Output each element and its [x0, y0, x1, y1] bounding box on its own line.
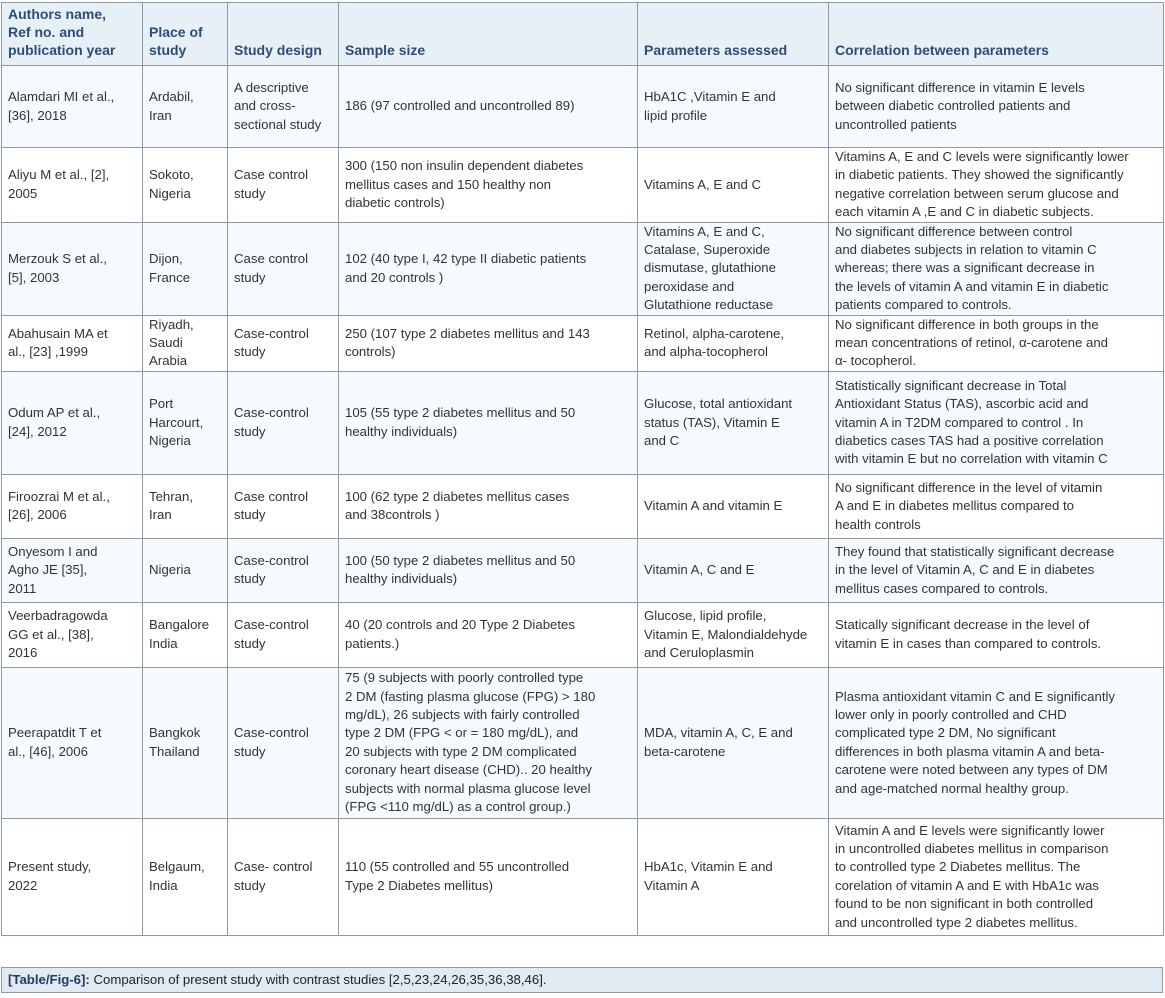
cell-author	[2, 371, 143, 474]
cell-sample-line: mg/dL), 26 subjects with fairly controlled	[345, 707, 580, 723]
cell-design-line: study	[234, 507, 266, 523]
cell-author	[2, 315, 143, 371]
cell-author-line: Present study,	[8, 859, 92, 875]
cell-params	[638, 222, 829, 315]
cell-place-line: Sokoto,	[149, 167, 194, 183]
cell-place	[143, 538, 228, 602]
cell-place-line: India	[149, 635, 178, 651]
cell-author-line: Peerapatdit T et	[8, 725, 102, 741]
cell-place	[143, 222, 228, 315]
cell-sample-line: 105 (55 type 2 diabetes mellitus and 50	[345, 405, 576, 421]
cell-params	[638, 602, 829, 667]
cell-author	[2, 474, 143, 538]
cell-corr	[829, 474, 1164, 538]
cell-place	[143, 148, 228, 223]
cell-sample	[339, 315, 638, 371]
cell-params-line: Glucose, lipid profile,	[644, 608, 767, 624]
cell-corr	[829, 66, 1164, 148]
cell-design	[228, 602, 339, 667]
cell-corr-line: and age-matched normal healthy group.	[835, 780, 1069, 796]
cell-corr-line: They found that statistically significant decrease	[835, 543, 1115, 559]
cell-author	[2, 538, 143, 602]
cell-place-line: Nigeria	[149, 562, 191, 578]
cell-place-line: Nigeria	[149, 433, 191, 449]
cell-corr	[829, 148, 1164, 223]
cell-corr-line: Plasma antioxidant vitamin C and E significantly	[835, 688, 1116, 704]
cell-sample-line: 110 (55 controlled and 55 uncontrolled	[345, 859, 570, 875]
cell-sample-line: 300 (150 non insulin dependent diabetes	[345, 158, 584, 174]
cell-author-line: Veerbadragowda	[8, 608, 108, 624]
cell-params-line: Catalase, Superoxide	[644, 242, 771, 258]
cell-corr-line: complicated type 2 DM, No significant	[835, 725, 1056, 741]
cell-author-line: 2022	[8, 877, 38, 893]
cell-params-line: Vitamins A, E and C	[644, 176, 762, 192]
cell-design-line: sectional study	[234, 116, 322, 132]
cell-corr-line: No significant difference in the level of vitamin	[835, 479, 1103, 495]
table-row	[2, 315, 1164, 371]
cell-design	[228, 66, 339, 148]
cell-design-line: Case control	[234, 251, 309, 267]
cell-author-line: 2016	[8, 645, 38, 661]
cell-sample-line: 250 (107 type 2 diabetes mellitus and 143	[345, 325, 590, 341]
cell-params	[638, 148, 829, 223]
header-authors-line: Authors name,	[8, 6, 107, 22]
cell-sample	[339, 667, 638, 818]
cell-place	[143, 315, 228, 371]
cell-sample-line: 100 (62 type 2 diabetes mellitus cases	[345, 488, 570, 504]
cell-design-line: study	[234, 743, 266, 759]
cell-params-line: and Ceruloplasmin	[644, 645, 754, 661]
cell-design-line: Case-control	[234, 405, 309, 421]
cell-params-line: peroxidase and	[644, 278, 735, 294]
cell-author-line: al., [23] ,1999	[8, 344, 88, 360]
cell-corr-line: Statistically significant decrease in Total	[835, 377, 1067, 393]
header-design-line: Study design	[234, 42, 322, 58]
cell-author	[2, 148, 143, 223]
cell-design-line: Case-control	[234, 617, 309, 633]
cell-design	[228, 222, 339, 315]
header-sample-line: Sample size	[345, 42, 426, 58]
cell-sample-line: and 38controls )	[345, 507, 440, 523]
cell-sample	[339, 222, 638, 315]
cell-author	[2, 66, 143, 148]
header-place-line: Place of	[149, 24, 203, 40]
cell-corr-line: health controls	[835, 516, 921, 532]
cell-design	[228, 315, 339, 371]
cell-place-line: Belgaum,	[149, 859, 205, 875]
cell-corr-line: negative correlation between serum glucose and	[835, 185, 1119, 201]
cell-place-line: Tehran,	[149, 488, 193, 504]
table-row	[2, 66, 1164, 148]
cell-params	[638, 66, 829, 148]
cell-author-line: GG et al., [38],	[8, 626, 94, 642]
cell-sample-line: patients.)	[345, 635, 400, 651]
table-row	[2, 818, 1164, 935]
cell-sample-line: controls)	[345, 344, 396, 360]
cell-corr-line: each vitamin A ,E and C in diabetic subjects.	[835, 204, 1094, 220]
header-authors-line: publication year	[8, 42, 116, 58]
cell-author-line: Abahusain MA et	[8, 325, 108, 341]
cell-author	[2, 222, 143, 315]
cell-author-line: [24], 2012	[8, 423, 67, 439]
cell-place-line: Ardabil,	[149, 89, 194, 105]
cell-place-line: Bangalore	[149, 617, 210, 633]
cell-params-line: MDA, vitamin A, C, E and	[644, 725, 793, 741]
header-params-line: Parameters assessed	[644, 42, 788, 58]
cell-place-line: Saudi	[149, 335, 183, 351]
cell-params-line: Vitamin A	[644, 877, 700, 893]
cell-sample-line: 186 (97 controlled and uncontrolled 89)	[345, 98, 575, 114]
cell-place-line: Bangkok	[149, 725, 201, 741]
table-header-row	[2, 3, 1164, 66]
cell-sample-line: mellitus cases and 150 healthy non	[345, 176, 552, 192]
cell-corr-line: patients compared to controls.	[835, 297, 1012, 313]
cell-corr-line: found to be non significant in both controlled	[835, 896, 1094, 912]
cell-corr-line: differences in both plasma vitamin A and beta-	[835, 743, 1105, 759]
cell-sample-line: type 2 DM (FPG < or = 180 mg/dL), and	[345, 725, 579, 741]
cell-place-line: Port	[149, 396, 174, 412]
cell-corr-line: Statically significant decrease in the level of	[835, 617, 1090, 633]
cell-params-line: beta-carotene	[644, 743, 726, 759]
cell-design-line: study	[234, 635, 266, 651]
cell-sample-line: 75 (9 subjects with poorly controlled type	[345, 670, 584, 686]
cell-params	[638, 474, 829, 538]
cell-corr	[829, 667, 1164, 818]
cell-corr-line: diabetics cases TAS had a positive correlation	[835, 433, 1104, 449]
table-row	[2, 538, 1164, 602]
header-place	[143, 3, 228, 66]
cell-params-line: dismutase, glutathione	[644, 260, 776, 276]
cell-corr-line: vitamin E in cases than compared to controls.	[835, 635, 1102, 651]
cell-params-line: and alpha-tocopherol	[644, 344, 768, 360]
table-caption	[1, 967, 1163, 993]
cell-author-line: Alamdari MI et al.,	[8, 89, 115, 105]
cell-corr-line: the levels of vitamin A and vitamin E in diabetic	[835, 278, 1109, 294]
cell-author	[2, 602, 143, 667]
cell-corr-line: to controlled type 2 Diabetes mellitus. The	[835, 859, 1081, 875]
cell-place-line: Thailand	[149, 743, 200, 759]
cell-sample-line: 20 subjects with type 2 DM complicated	[345, 743, 577, 759]
cell-params-line: lipid profile	[644, 107, 708, 123]
cell-sample-line: subjects with normal plasma glucose level	[345, 780, 591, 796]
cell-corr-line: vitamin A in T2DM compared to control . In	[835, 414, 1084, 430]
cell-corr-line: A and E in diabetes mellitus compared to	[835, 498, 1074, 514]
cell-sample-line: diabetic controls)	[345, 195, 445, 211]
cell-design	[228, 818, 339, 935]
cell-sample-line: and 20 controls )	[345, 269, 444, 285]
cell-place-line: Iran	[149, 107, 172, 123]
cell-corr-line: No significant difference in both groups in the	[835, 316, 1099, 332]
cell-params-line: and C	[644, 433, 680, 449]
cell-params	[638, 667, 829, 818]
cell-params	[638, 818, 829, 935]
cell-author-line: 2005	[8, 185, 38, 201]
cell-sample-line: healthy individuals)	[345, 423, 458, 439]
cell-sample	[339, 66, 638, 148]
cell-place	[143, 66, 228, 148]
cell-corr-line: whereas; there was a significant decrease in	[835, 260, 1095, 276]
cell-place-line: Nigeria	[149, 185, 191, 201]
table-row	[2, 602, 1164, 667]
cell-corr	[829, 538, 1164, 602]
cell-design-line: study	[234, 269, 266, 285]
cell-params	[638, 315, 829, 371]
cell-corr-line: lower only in poorly controlled and CHD	[835, 707, 1067, 723]
cell-corr-line: in uncontrolled diabetes mellitus in comparison	[835, 841, 1109, 857]
caption-label: [Table/Fig-6]:	[8, 972, 90, 987]
cell-corr	[829, 371, 1164, 474]
cell-corr-line: in the level of Vitamin A, C and E in diabetes	[835, 562, 1095, 578]
cell-corr-line: and diabetes subjects in relation to vitamin C	[835, 242, 1097, 258]
cell-corr-line: mean concentrations of retinol, α-carotene and	[835, 335, 1108, 351]
cell-place-line: Iran	[149, 507, 172, 523]
cell-place	[143, 474, 228, 538]
cell-sample-line: 100 (50 type 2 diabetes mellitus and 50	[345, 552, 576, 568]
cell-corr	[829, 315, 1164, 371]
cell-author	[2, 667, 143, 818]
cell-corr-line: corelation of vitamin A and E with HbA1c was	[835, 877, 1099, 893]
cell-author-line: [5], 2003	[8, 269, 60, 285]
cell-params-line: HbA1c, Vitamin E and	[644, 859, 773, 875]
cell-corr-line: carotene were noted between any types of DM	[835, 762, 1108, 778]
cell-params-line: Glutathione reductase	[644, 297, 774, 313]
cell-author-line: Onyesom I and	[8, 543, 98, 559]
cell-corr-line: α- tocopherol.	[835, 353, 916, 369]
cell-sample	[339, 474, 638, 538]
cell-design	[228, 667, 339, 818]
cell-place-line: India	[149, 877, 178, 893]
cell-design	[228, 371, 339, 474]
cell-corr-line: Antioxidant Status (TAS), ascorbic acid and	[835, 396, 1089, 412]
cell-design-line: Case-control	[234, 552, 309, 568]
cell-corr-line: Vitamins A, E and C levels were significantly lower	[835, 149, 1129, 164]
cell-place	[143, 667, 228, 818]
cell-place	[143, 602, 228, 667]
cell-design-line: A descriptive	[234, 79, 309, 95]
cell-author-line: Merzouk S et al.,	[8, 251, 107, 267]
cell-corr-line: with vitamin E but no correlation with vitamin C	[835, 451, 1108, 467]
cell-params-line: Vitamin E, Malondialdehyde	[644, 626, 808, 642]
cell-design-line: Case-control	[234, 325, 309, 341]
cell-sample-line: healthy individuals)	[345, 571, 458, 587]
cell-place-line: Riyadh,	[149, 316, 194, 332]
cell-sample	[339, 818, 638, 935]
cell-params-line: status (TAS), Vitamin E	[644, 414, 780, 430]
cell-design-line: Case- control	[234, 859, 313, 875]
header-corr-line: Correlation between parameters	[835, 42, 1049, 58]
header-params	[638, 3, 829, 66]
table-row	[2, 222, 1164, 315]
cell-sample-line: 102 (40 type I, 42 type II diabetic patients	[345, 251, 587, 267]
cell-author-line: Aliyu M et al., [2],	[8, 167, 110, 183]
cell-sample-line: 40 (20 controls and 20 Type 2 Diabetes	[345, 617, 575, 633]
caption-text: Comparison of present study with contrast studies [2,5,23,24,26,35,36,38,46].	[89, 972, 547, 987]
cell-design-line: Case control	[234, 167, 309, 183]
table-row	[2, 667, 1164, 818]
cell-params-line: Vitamins A, E and C,	[644, 223, 765, 239]
cell-author	[2, 818, 143, 935]
cell-sample-line: Type 2 Diabetes mellitus)	[345, 877, 494, 893]
header-sample	[339, 3, 638, 66]
header-corr	[829, 3, 1164, 66]
cell-corr-line: uncontrolled patients	[835, 116, 957, 132]
cell-place	[143, 818, 228, 935]
cell-design-line: study	[234, 571, 266, 587]
cell-design-line: and cross-	[234, 98, 296, 114]
cell-corr	[829, 222, 1164, 315]
cell-sample-line: (FPG <110 mg/dL) as a control group.)	[345, 799, 571, 815]
cell-design-line: Case-control	[234, 725, 309, 741]
table-row	[2, 371, 1164, 474]
cell-author-line: al., [46], 2006	[8, 743, 88, 759]
header-authors	[2, 3, 143, 66]
cell-params-line: Glucose, total antioxidant	[644, 396, 793, 412]
table-body	[2, 66, 1164, 936]
header-design	[228, 3, 339, 66]
cell-sample	[339, 538, 638, 602]
cell-corr-line: in diabetic patients. They showed the significantly	[835, 167, 1124, 183]
cell-corr	[829, 602, 1164, 667]
cell-design	[228, 474, 339, 538]
cell-params-line: Vitamin A and vitamin E	[644, 498, 783, 514]
cell-author-line: [26], 2006	[8, 507, 67, 523]
cell-corr-line: No significant difference in vitamin E levels	[835, 79, 1085, 95]
cell-sample-line: 2 DM (fasting plasma glucose (FPG) > 180	[345, 688, 596, 704]
cell-corr-line: No significant difference between control	[835, 223, 1073, 239]
cell-place-line: Arabia	[149, 353, 188, 369]
cell-params-line: Retinol, alpha-carotene,	[644, 325, 785, 341]
cell-sample-line: coronary heart disease (CHD).. 20 healthy	[345, 762, 593, 778]
cell-design-line: study	[234, 185, 266, 201]
cell-place-line: Harcourt,	[149, 414, 204, 430]
cell-author-line: Firoozrai M et al.,	[8, 488, 110, 504]
cell-design	[228, 538, 339, 602]
comparison-table	[1, 2, 1164, 936]
cell-corr-line: and uncontrolled type 2 diabetes mellitus.	[835, 914, 1078, 930]
cell-params-line: HbA1C ,Vitamin E and	[644, 89, 776, 105]
cell-corr	[829, 818, 1164, 935]
cell-design-line: study	[234, 877, 266, 893]
cell-place-line: France	[149, 269, 191, 285]
cell-design-line: study	[234, 344, 266, 360]
cell-corr-line: between diabetic controlled patients and	[835, 98, 1071, 114]
table-row	[2, 474, 1164, 538]
cell-params-line: Vitamin A, C and E	[644, 562, 755, 578]
cell-author-line: [36], 2018	[8, 107, 67, 123]
cell-author-line: 2011	[8, 580, 37, 596]
cell-design-line: Case control	[234, 488, 309, 504]
table-row	[2, 148, 1164, 223]
cell-design	[228, 148, 339, 223]
cell-author-line: Odum AP et al.,	[8, 405, 101, 421]
cell-corr-line: mellitus cases compared to controls.	[835, 580, 1049, 596]
cell-sample	[339, 148, 638, 223]
cell-place-line: Dijon,	[149, 251, 183, 267]
cell-design-line: study	[234, 423, 266, 439]
cell-place	[143, 371, 228, 474]
header-place-line: study	[149, 42, 187, 58]
header-authors-line: Ref no. and	[8, 24, 85, 40]
cell-sample	[339, 371, 638, 474]
cell-sample	[339, 602, 638, 667]
cell-author-line: Agho JE [35],	[8, 562, 88, 578]
cell-params	[638, 538, 829, 602]
cell-corr-line: Vitamin A and E levels were significantly lower	[835, 822, 1105, 838]
cell-params	[638, 371, 829, 474]
